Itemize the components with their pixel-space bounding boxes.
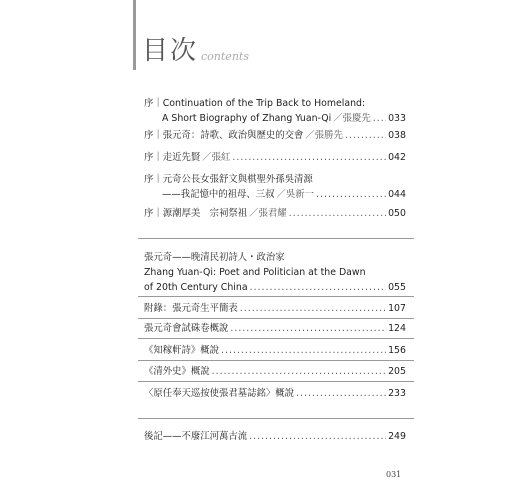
toc-entry-text: A Short Biography of Zhang Yuan-Qi bbox=[162, 113, 332, 124]
toc-entry-text: 〈原任奉天巡按使張君墓誌銘〉概說 bbox=[144, 388, 295, 399]
section-divider bbox=[138, 360, 414, 361]
toc-entry-page: 124 bbox=[388, 323, 406, 334]
toc-entry-page: 156 bbox=[388, 345, 406, 356]
toc-entry-text: 序｜源潮厚美 宗祠祭祖 bbox=[144, 208, 248, 219]
toc-entry-page: 249 bbox=[388, 431, 406, 442]
toc-entry-page: 233 bbox=[388, 388, 406, 399]
toc-entry-author: ／張慶先 bbox=[333, 113, 371, 124]
toc-entry-author: ／吳新一 bbox=[276, 189, 315, 200]
toc-entry-text: ——我記憶中的祖母、三叔 bbox=[162, 189, 275, 200]
toc-entry-page: 050 bbox=[388, 208, 406, 219]
toc-entry-appendix-2[interactable] bbox=[144, 321, 406, 336]
toc-entry-text: 《知稼軒詩》概說 bbox=[144, 345, 220, 356]
section-divider bbox=[138, 418, 414, 419]
toc-entry-page: 205 bbox=[388, 366, 406, 377]
toc-entry-page: 055 bbox=[388, 282, 406, 293]
toc-entry-appendix-4[interactable] bbox=[144, 364, 406, 379]
toc-entry-page: 038 bbox=[388, 130, 406, 141]
section-divider bbox=[138, 318, 414, 319]
page-number: 031 bbox=[386, 470, 402, 479]
dot-leader bbox=[249, 429, 386, 444]
toc-entry-text: 序｜Continuation of the Trip Back to Homeland: bbox=[144, 98, 366, 109]
dot-leader bbox=[250, 280, 387, 295]
toc-entry-text: 序｜走近先賢 bbox=[144, 152, 201, 163]
toc-entry-main[interactable] bbox=[144, 250, 406, 295]
toc-entry-text: 張元奇會試硃卷概說 bbox=[144, 323, 229, 334]
toc-entry-appendix-3[interactable] bbox=[144, 343, 406, 358]
page-title bbox=[142, 36, 249, 66]
toc-entry-page: 044 bbox=[388, 189, 406, 200]
dot-leader bbox=[373, 111, 386, 126]
toc-entry-page: 033 bbox=[388, 113, 406, 124]
toc-entry-text: 序｜張元奇：詩歌、政治與歷史的交會 bbox=[144, 130, 304, 141]
toc-entry-author: ／張紅 bbox=[202, 152, 231, 163]
toc-entry-text: 附錄：張元奇生平簡表 bbox=[144, 303, 238, 314]
page-title-main: 目次 bbox=[142, 36, 199, 66]
dot-leader bbox=[316, 187, 386, 202]
toc-entry-text: 序｜元奇公長女張舒文與棋聖外孫吳清源 bbox=[144, 174, 313, 185]
toc-entry-author: ／張君耀 bbox=[249, 208, 287, 219]
toc-entry-text: Zhang Yuan-Qi: Poet and Politician at the Dawn bbox=[144, 267, 366, 278]
toc-entry-preface-3[interactable] bbox=[144, 150, 406, 165]
section-divider bbox=[138, 296, 414, 297]
toc-entry-author: ／張勝先 bbox=[305, 130, 343, 141]
toc-entry-page: 107 bbox=[388, 303, 406, 314]
dot-leader bbox=[212, 364, 386, 379]
toc-entry-text: 張元奇——晚清民初詩人・政治家 bbox=[144, 252, 285, 263]
toc-entry-text: 後記——不廢江河萬古流 bbox=[144, 431, 248, 442]
toc-entry-preface-4[interactable] bbox=[144, 172, 406, 202]
toc-entry-preface-1[interactable] bbox=[144, 96, 406, 126]
toc-entry-appendix-1[interactable] bbox=[144, 301, 406, 316]
toc-entry-preface-5[interactable] bbox=[144, 206, 406, 221]
dot-leader bbox=[345, 128, 386, 143]
dot-leader bbox=[289, 206, 386, 221]
toc-entry-text: 《清外史》概說 bbox=[144, 366, 210, 377]
title-bar-decoration bbox=[133, 0, 136, 70]
toc-entry-text: of 20th Century China bbox=[144, 282, 248, 293]
toc-entry-appendix-5[interactable] bbox=[144, 386, 406, 401]
dot-leader bbox=[221, 343, 386, 358]
dot-leader bbox=[240, 301, 386, 316]
toc-entry-preface-2[interactable] bbox=[144, 128, 406, 143]
section-divider bbox=[138, 338, 414, 339]
section-divider bbox=[138, 238, 414, 239]
dot-leader bbox=[296, 386, 386, 401]
page-title-subtitle: contents bbox=[201, 50, 249, 63]
toc-entry-afterword[interactable] bbox=[144, 429, 406, 444]
dot-leader bbox=[232, 150, 386, 165]
dot-leader bbox=[230, 321, 386, 336]
section-divider bbox=[138, 381, 414, 382]
toc-entry-page: 042 bbox=[388, 152, 406, 163]
